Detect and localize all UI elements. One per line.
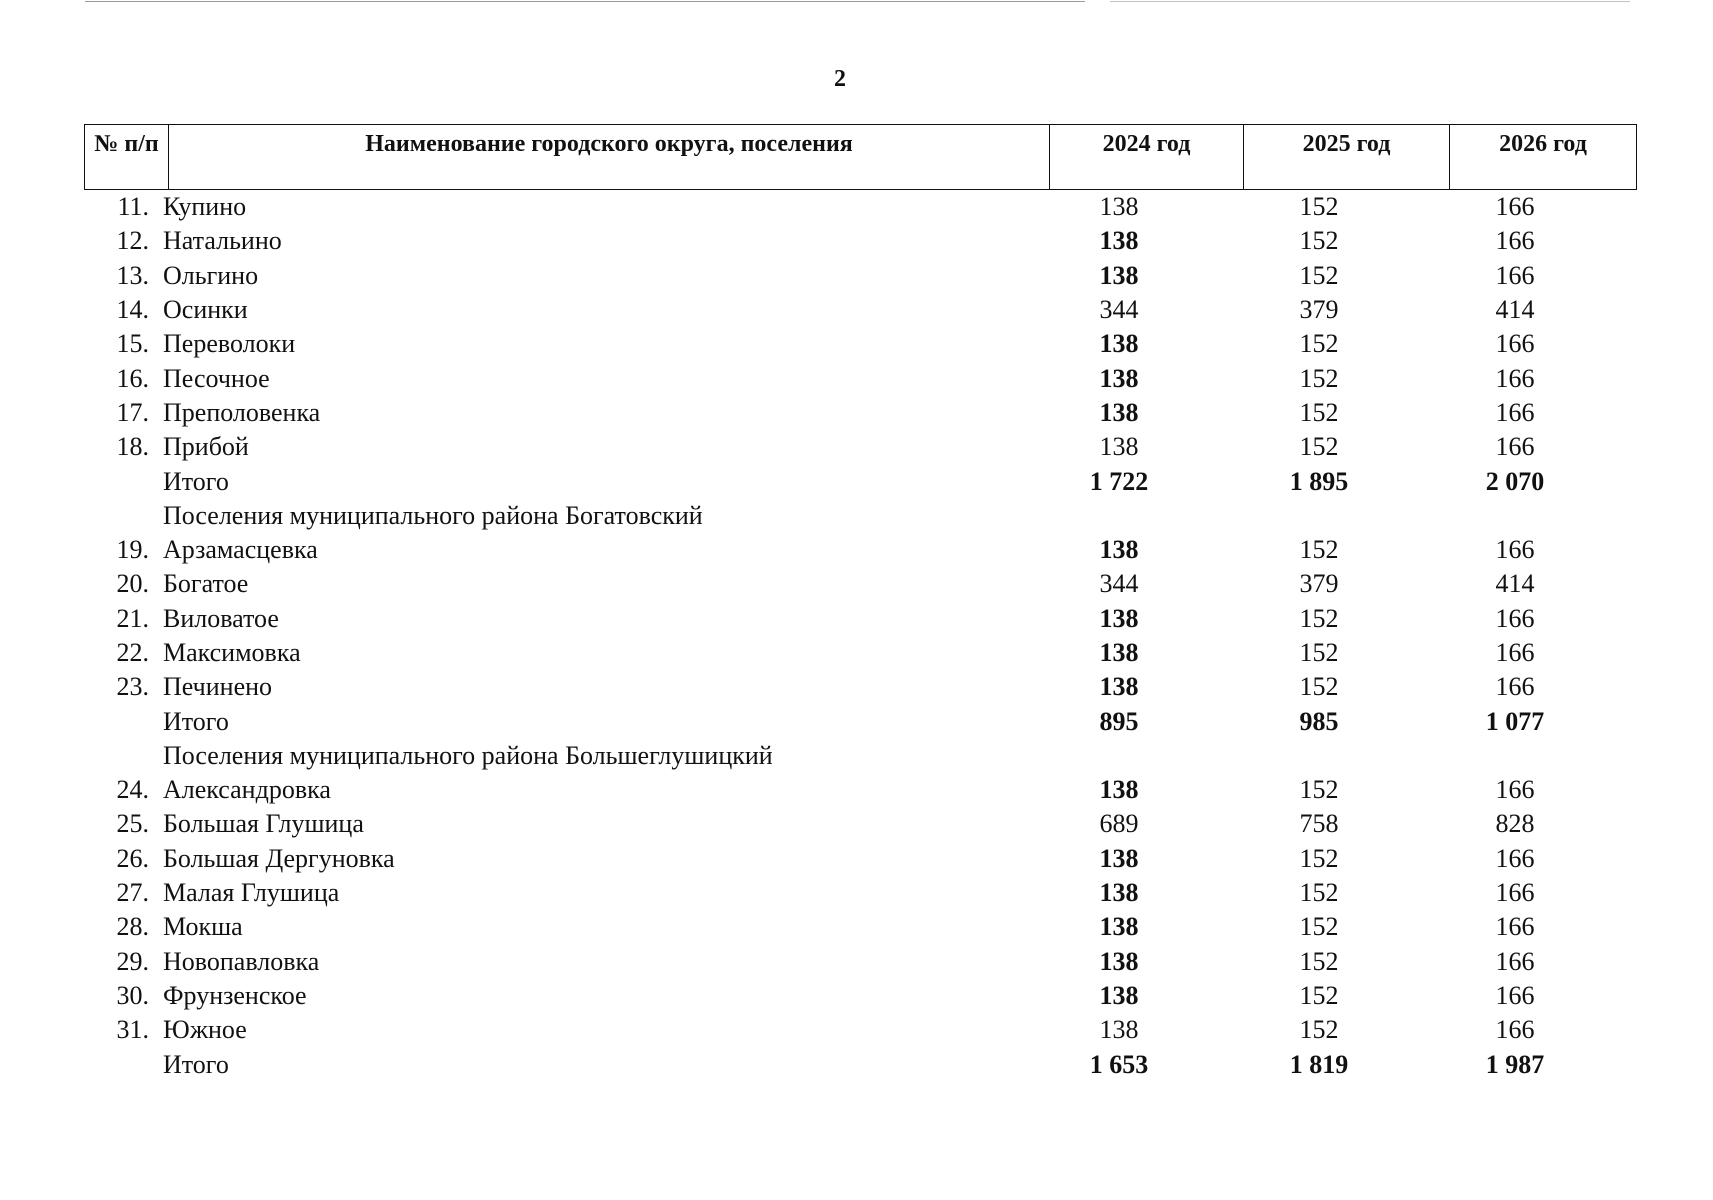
table-body [84, 190, 1637, 1082]
page-number: 2 [834, 66, 846, 92]
value-2024: 138 [1099, 672, 1139, 702]
value-2026: 166 [1495, 397, 1535, 427]
row-number: 28. [116, 912, 149, 942]
value-2026: 166 [1495, 912, 1535, 942]
value-2025: 152 [1299, 329, 1339, 359]
row-number: 21. [116, 603, 149, 633]
value-2026: 166 [1495, 1015, 1535, 1045]
table-row [84, 533, 1637, 567]
row-number: 12. [116, 226, 149, 256]
value-2026: 2 070 [1485, 466, 1545, 496]
table-row [84, 876, 1637, 910]
value-2025: 379 [1299, 569, 1339, 599]
table-row [84, 430, 1637, 464]
row-number: 11. [117, 192, 149, 222]
value-2025: 152 [1299, 946, 1339, 976]
settlement-name: Преполовенка [163, 397, 321, 427]
value-2025: 152 [1299, 603, 1339, 633]
table-row [84, 910, 1637, 944]
value-2026: 1 077 [1485, 706, 1545, 736]
value-2025: 152 [1299, 363, 1339, 393]
header-2026-column: 2026 год [1499, 131, 1587, 157]
value-2025: 152 [1299, 260, 1339, 290]
value-2024: 138 [1099, 843, 1139, 873]
value-2024: 138 [1099, 603, 1139, 633]
row-number: 15. [116, 329, 149, 359]
header-2024-column: 2024 год [1050, 125, 1244, 189]
value-2024: 689 [1099, 809, 1139, 839]
value-2024: 138 [1099, 226, 1139, 256]
section-heading-row [84, 499, 1637, 533]
value-2024: 138 [1099, 912, 1139, 942]
scan-edge-line [85, 1, 1085, 2]
value-2024: 138 [1099, 946, 1139, 976]
table-header [84, 124, 1637, 190]
value-2024: 138 [1099, 192, 1139, 222]
value-2024: 138 [1099, 878, 1139, 908]
value-2026: 414 [1495, 295, 1535, 325]
value-2024: 138 [1099, 638, 1139, 667]
value-2024: 1 722 [1089, 466, 1149, 496]
header-name-column: Наименование городского округа, поселения [169, 125, 1050, 189]
row-number: 17. [116, 397, 149, 427]
table-row [84, 773, 1637, 807]
value-2024: 1 653 [1089, 1049, 1149, 1079]
section-heading-row [84, 739, 1637, 773]
scan-edge-line-right [1110, 1, 1630, 2]
settlement-name: Купино [163, 192, 247, 222]
table-row [84, 327, 1637, 361]
value-2026: 166 [1495, 672, 1535, 702]
value-2025: 758 [1299, 809, 1339, 839]
value-2025: 152 [1299, 775, 1339, 805]
value-2024: 138 [1099, 1015, 1139, 1045]
row-number: 13. [116, 260, 149, 290]
table-row [84, 945, 1637, 979]
value-2026: 166 [1495, 192, 1535, 222]
value-2025: 152 [1299, 535, 1339, 565]
value-2026: 166 [1495, 226, 1535, 256]
section-title: Поселения муниципального района Богатовский [163, 500, 703, 530]
value-2025: 152 [1299, 878, 1339, 908]
value-2024: 138 [1099, 329, 1139, 359]
table-row [84, 567, 1637, 601]
row-number: 24. [116, 775, 149, 805]
settlement-name: Печинено [163, 672, 273, 702]
table-row [84, 259, 1637, 293]
value-2025: 379 [1299, 295, 1339, 325]
value-2025: 152 [1299, 192, 1339, 222]
settlement-name: Александровка [163, 775, 331, 805]
value-2026: 414 [1495, 569, 1535, 599]
settlement-name: Переволоки [163, 329, 296, 359]
value-2025: 152 [1299, 432, 1339, 462]
value-2026: 166 [1495, 843, 1535, 873]
value-2026: 166 [1495, 638, 1535, 667]
table-row [84, 602, 1637, 636]
value-2024: 138 [1099, 980, 1139, 1010]
row-number: 30. [116, 980, 149, 1010]
value-2025: 152 [1299, 226, 1339, 256]
table-row [84, 636, 1637, 670]
section-title: Поселения муниципального района Большеглушицкий [163, 740, 773, 770]
settlement-name: Фрунзенское [163, 980, 307, 1010]
value-2026: 166 [1495, 775, 1535, 805]
header-number-column: № п/п [85, 125, 169, 189]
value-2025: 152 [1299, 980, 1339, 1010]
settlement-name: Максимовка [163, 638, 301, 667]
settlement-name: Ольгино [163, 260, 259, 290]
row-number: 26. [116, 843, 149, 873]
value-2026: 166 [1495, 329, 1535, 359]
value-2024: 138 [1099, 432, 1139, 462]
value-2026: 166 [1495, 535, 1535, 565]
value-2026: 1 987 [1485, 1049, 1545, 1079]
table-row [84, 190, 1637, 224]
row-number: 25. [116, 809, 149, 839]
value-2026: 166 [1495, 946, 1535, 976]
settlement-name: Южное [163, 1015, 247, 1045]
value-2026: 166 [1495, 432, 1535, 462]
value-2025: 152 [1299, 672, 1339, 702]
row-number: 27. [116, 878, 149, 908]
value-2024: 895 [1099, 706, 1139, 736]
total-row [84, 704, 1637, 738]
table-row [84, 396, 1637, 430]
settlement-name: Итого [163, 706, 229, 736]
settlement-name: Большая Дергуновка [163, 843, 395, 873]
settlement-name: Песочное [163, 363, 270, 393]
value-2025: 985 [1299, 706, 1339, 736]
value-2024: 138 [1099, 260, 1139, 290]
table-row [84, 979, 1637, 1013]
header-2025-column: 2025 год [1244, 125, 1450, 189]
table-row [84, 293, 1637, 327]
value-2025: 152 [1299, 1015, 1339, 1045]
row-number: 19. [116, 535, 149, 565]
row-number: 31. [116, 1015, 149, 1045]
value-2024: 138 [1099, 397, 1139, 427]
row-number: 20. [116, 569, 149, 599]
row-number: 22. [116, 638, 149, 667]
table-row [84, 670, 1637, 704]
value-2025: 152 [1299, 638, 1339, 667]
value-2026: 166 [1495, 260, 1535, 290]
table-row [84, 842, 1637, 876]
value-2026: 166 [1495, 980, 1535, 1010]
row-number: 16. [116, 363, 149, 393]
settlement-name: Большая Глушица [163, 809, 364, 839]
value-2026: 166 [1495, 363, 1535, 393]
settlement-name: Натальино [163, 226, 282, 256]
total-row [84, 1047, 1637, 1081]
settlement-name: Итого [163, 1049, 229, 1079]
value-2025: 152 [1299, 843, 1339, 873]
value-2025: 152 [1299, 397, 1339, 427]
row-number: 14. [116, 295, 149, 325]
table-row [84, 224, 1637, 258]
table-row [84, 807, 1637, 841]
value-2024: 138 [1099, 363, 1139, 393]
value-2024: 138 [1099, 775, 1139, 805]
settlement-name: Осинки [163, 295, 248, 325]
settlement-name: Мокша [163, 912, 243, 942]
value-2025: 1 895 [1289, 466, 1349, 496]
value-2024: 344 [1099, 569, 1139, 599]
value-2026: 166 [1495, 878, 1535, 908]
value-2026: 166 [1495, 603, 1535, 633]
settlement-name: Богатое [163, 569, 249, 599]
row-number: 18. [116, 432, 149, 462]
value-2026: 828 [1495, 809, 1535, 839]
settlement-name: Прибой [163, 432, 249, 462]
settlement-name: Арзамасцевка [163, 535, 318, 565]
table-row [84, 1013, 1637, 1047]
total-row [84, 464, 1637, 498]
settlement-name: Итого [163, 466, 229, 496]
row-number: 23. [116, 672, 149, 702]
settlement-name: Малая Глушица [163, 878, 340, 908]
row-number: 29. [116, 946, 149, 976]
value-2025: 1 819 [1289, 1049, 1349, 1079]
value-2024: 138 [1099, 535, 1139, 565]
settlement-name: Новопавловка [163, 946, 320, 976]
table-row [84, 361, 1637, 395]
value-2024: 344 [1099, 295, 1139, 325]
settlement-name: Виловатое [163, 603, 279, 633]
value-2025: 152 [1299, 912, 1339, 942]
